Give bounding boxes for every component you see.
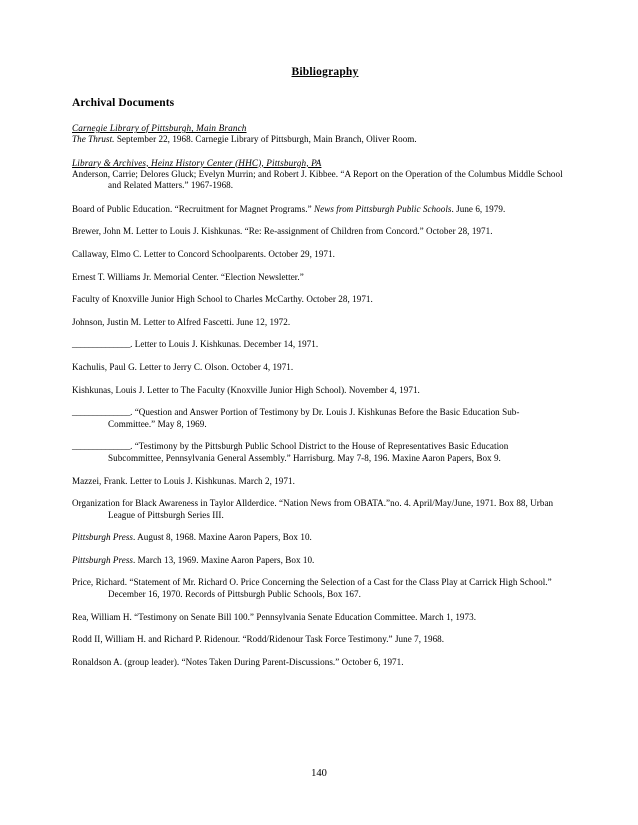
bibliography-entry (72, 362, 566, 374)
entry-text: . “Testimony by the Pittsburgh Public School District to the House of Representatives Basic Education Subcommittee, Pennsylvania General Assembly.” Harrisburg. May 7-8, 196. Maxine Aaron Papers, Box 9. (108, 441, 509, 463)
entry-text: Faculty of Knoxville Junior High School to Charles McCarthy. October 28, 1971. (72, 294, 373, 305)
bibliography-entry (72, 169, 566, 192)
repository-group (72, 158, 566, 669)
entry-italic-title: Pittsburgh Press (72, 532, 134, 543)
bibliography-entry (72, 612, 566, 624)
entry-text: . “Question and Answer Portion of Testimony by Dr. Louis J. Kishkunas Before the Basic Education Sub-Committee.” May 8, 1969. (108, 407, 520, 429)
entry-text: . March 13, 1969. Maxine Aaron Papers, Box 10. (133, 554, 315, 565)
bibliography-entry (72, 226, 566, 238)
entry-blank-author-rule: ______________ (72, 339, 131, 350)
entry-text: Brewer, John M. Letter to Louis J. Kishkunas. “Re: Re-assignment of Children from Concord.” October 28, 1971. (72, 226, 493, 237)
bibliography-entry (72, 407, 566, 430)
repository-heading: Library & Archives, Heinz History Center (HHC), Pittsburgh, PA (72, 157, 322, 168)
entry-italic-title: Pittsburgh Press (72, 554, 134, 565)
entry-text: Rea, William H. “Testimony on Senate Bill 100.” Pennsylvania Senate Education Committee. March 1, 1973. (72, 611, 477, 622)
entry-text: Mazzei, Frank. Letter to Louis J. Kishkunas. March 2, 1971. (72, 475, 295, 486)
bibliography-entry (72, 204, 566, 216)
entry-text: Johnson, Justin M. Letter to Alfred Fascetti. June 12, 1972. (72, 316, 291, 327)
entry-text: September 22, 1968. Carnegie Library of Pittsburgh, Main Branch, Oliver Room. (114, 134, 417, 144)
page-title: Bibliography (291, 66, 359, 78)
repository-heading: Carnegie Library of Pittsburgh, Main Branch (72, 123, 247, 133)
bibliography-entry (72, 249, 566, 261)
bibliography-entry (72, 476, 566, 488)
repository-group (72, 123, 566, 146)
entry-text: . Letter to Louis J. Kishkunas. December 14, 1971. (130, 339, 319, 350)
bibliography-entry (72, 498, 566, 521)
entry-blank-author-rule: ______________ (72, 407, 131, 418)
bibliography-entry (72, 385, 566, 397)
bibliography-entry (72, 555, 566, 567)
entry-text: Kachulis, Paul G. Letter to Jerry C. Olson. October 4, 1971. (72, 361, 294, 372)
entry-text: Callaway, Elmo C. Letter to Concord Schoolparents. October 29, 1971. (72, 248, 335, 259)
entry-text: Price, Richard. “Statement of Mr. Richard O. Price Concerning the Selection of a Cast for the Class Play at Carrick High School.” December 16, 1970. Records of Pittsburgh Public Schools, Box 167. (72, 577, 552, 600)
bibliography-entry (72, 441, 566, 464)
bibliography-entry (72, 294, 566, 306)
page-content (72, 66, 566, 679)
bibliography-entry (72, 339, 566, 351)
entry-text-before: Board of Public Education. “Recruitment for Magnet Programs.” (72, 203, 315, 214)
section-heading-archival-documents: Archival Documents (72, 97, 175, 109)
entry-text-after: . June 6, 1979. (451, 203, 506, 214)
entry-blank-author-rule: ______________ (72, 441, 131, 452)
entry-text: Kishkunas, Louis J. Letter to The Faculty (Knoxville Junior High School). November 4, 1971. (72, 384, 420, 395)
entry-text: Ernest T. Williams Jr. Memorial Center. “Election Newsletter.” (72, 271, 304, 282)
bibliography-entry (72, 317, 566, 329)
entry-text: . August 8, 1968. Maxine Aaron Papers, Box 10. (133, 532, 312, 543)
entry-text: Anderson, Carrie; Delores Gluck; Evelyn Murrin; and Robert J. Kibbee. “A Report on the Operation of the Columbus Middle School and Related Matters.” 1967-1968. (72, 168, 563, 191)
bibliography-entry (72, 634, 566, 646)
bibliography-entry (72, 272, 566, 284)
bibliography-entry (72, 657, 566, 669)
entry-italic-title: News from Pittsburgh Public Schools (314, 203, 452, 214)
bibliography-entry (72, 532, 566, 544)
entry-text: Rodd II, William H. and Richard P. Ridenour. “Rodd/Ridenour Task Force Testimony.” June 7, 1968. (72, 634, 445, 645)
entry-italic-title: The Thrust. (72, 134, 115, 144)
bibliography-entry (72, 134, 566, 146)
bibliography-entry (72, 577, 566, 600)
entry-text: Ronaldson A. (group leader). “Notes Taken During Parent-Discussions.” October 6, 1971. (72, 656, 404, 667)
entry-text: Organization for Black Awareness in Taylor Allderdice. “Nation News from OBATA.”no. 4. April/May/June, 1971. Box 88, Urban League of Pittsburgh Series III. (72, 498, 554, 520)
page-number: 140 (311, 768, 327, 779)
